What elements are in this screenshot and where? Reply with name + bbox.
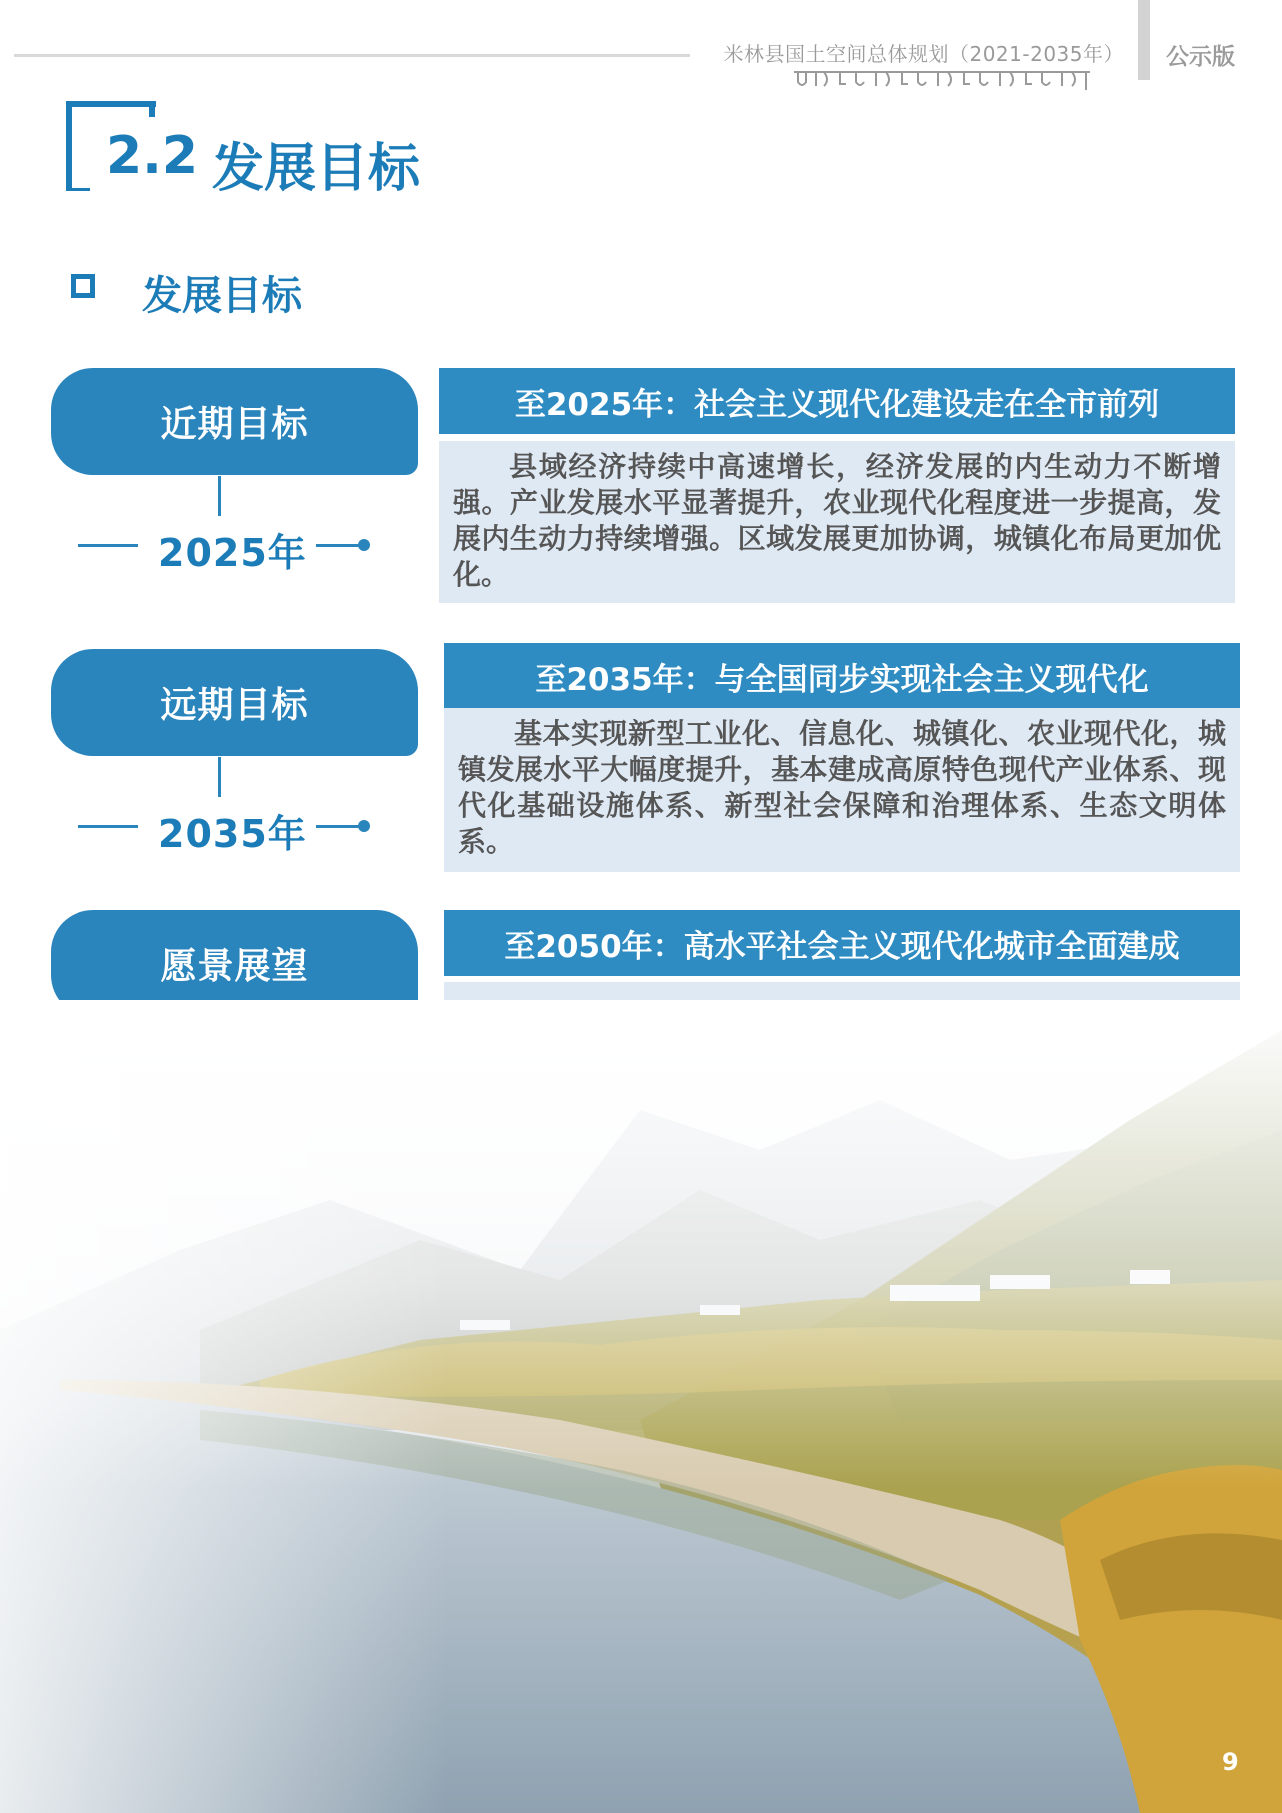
goal-heading: 至2025年：社会主义现代化建设走在全市前列 — [439, 368, 1235, 434]
page-number: 9 — [1222, 1748, 1239, 1776]
goal-tag: 远期目标 — [51, 649, 418, 756]
timeline-connector — [218, 476, 221, 516]
timeline-dot-icon — [358, 820, 370, 832]
goal-year: 2025年 — [158, 531, 307, 575]
timeline-dash — [316, 544, 362, 547]
goal-description: 县域经济持续中高速增长，经济发展的内生动力不断增强。产业发展水平显著提升，农业现代化程度进一步提高，发展内生动力持续增强。区域发展更加协调，城镇化布局更加优化。 — [439, 441, 1235, 603]
tibetan-subtitle-script — [790, 68, 1096, 92]
timeline-connector — [218, 757, 221, 797]
section-title: 发展目标 — [212, 139, 421, 199]
goal-description: 基本实现新型工业化、信息化、城镇化、农业现代化，城镇发展水平大幅度提升，基本建成高原特色现代产业体系、现代化基础设施体系、新型社会保障和治理体系、生态文明体系。 — [444, 708, 1240, 872]
timeline-dash — [78, 544, 138, 547]
header-rule — [14, 54, 690, 57]
timeline-dash — [78, 825, 138, 828]
section-number: 2.2 — [106, 126, 199, 186]
subsection-title: 发展目标 — [142, 273, 302, 319]
goal-heading: 至2050年：高水平社会主义现代化城市全面建成 — [444, 910, 1240, 976]
goal-tag: 愿景展望 — [51, 910, 418, 1017]
goal-year: 2035年 — [158, 812, 307, 856]
goal-tag: 近期目标 — [51, 368, 418, 475]
timeline-dash — [316, 825, 362, 828]
landscape-photo — [0, 1000, 1282, 1813]
goal-heading: 至2035年：与全国同步实现社会主义现代化 — [444, 643, 1240, 709]
document-title: 米林县国土空间总体规划（2021-2035年） — [723, 42, 1124, 66]
header-divider-bar — [1138, 0, 1150, 80]
edition-label: 公示版 — [1166, 44, 1235, 70]
timeline-dot-icon — [358, 539, 370, 551]
square-bullet-icon — [71, 274, 95, 298]
